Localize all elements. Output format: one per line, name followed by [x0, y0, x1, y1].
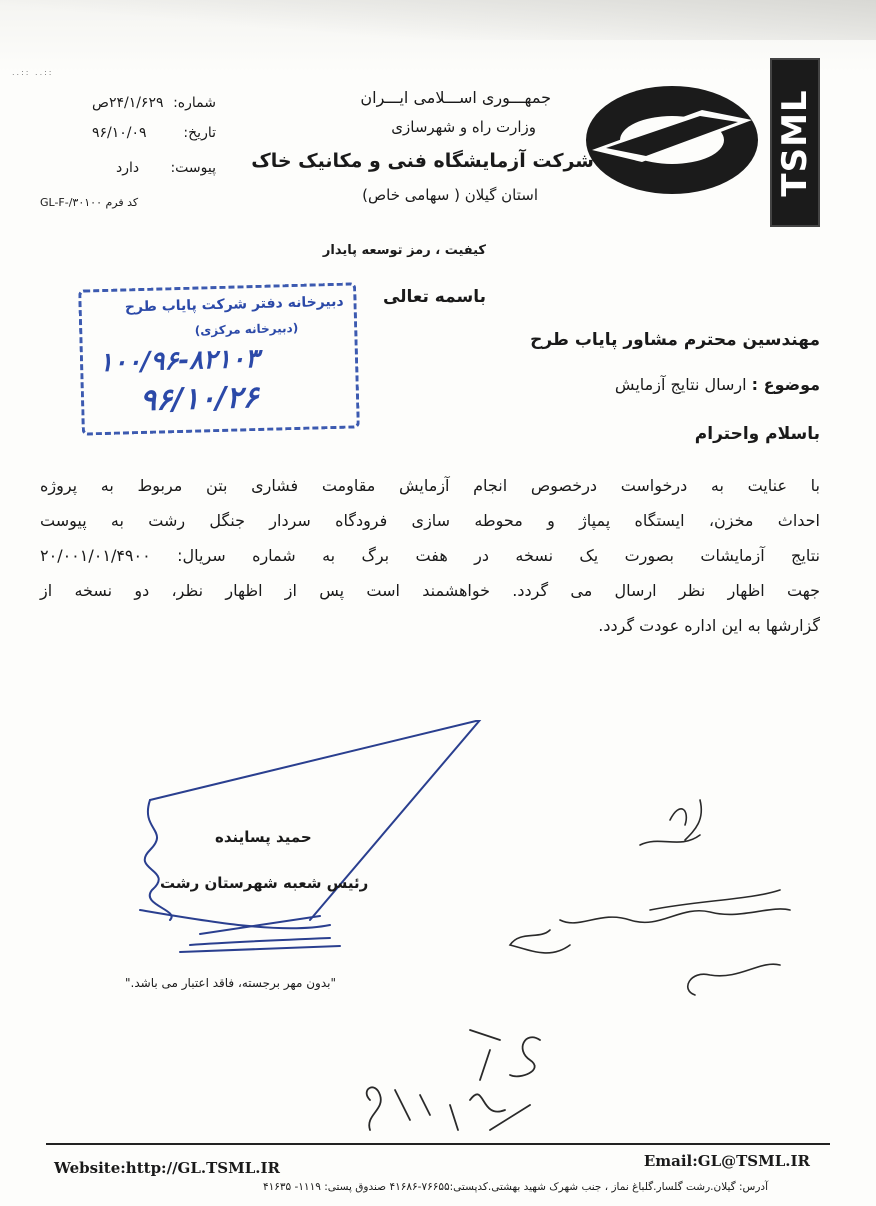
province-title: استان گیلان ( سهامی خاص)	[362, 186, 538, 204]
stamp-number: ۱۰۰/۹۶-۸۲۱۰۳	[98, 343, 260, 379]
signer-name: حمید پساینده	[215, 828, 312, 846]
number-value: ۲۴/۱/۶۲۹ص	[92, 95, 164, 111]
attachment-label: پیوست:	[170, 160, 216, 176]
corner-mark: ..:: ..::	[12, 68, 54, 77]
scan-shadow	[0, 0, 876, 40]
footer-rule	[46, 1143, 830, 1145]
slogan: کیفیت ، رمز توسعه پایدار	[322, 243, 486, 258]
received-stamp	[78, 282, 360, 435]
validity-note: "بدون مهر برجسته، فاقد اعتبار می باشد."	[125, 976, 336, 990]
date-label: تاریخ:	[183, 125, 216, 141]
ministry-title: وزارت راه و شهرسازی	[391, 118, 536, 136]
website-link[interactable]: Website:http://GL.TSML.IR	[54, 1159, 280, 1177]
subject-line	[615, 375, 820, 394]
tsml-emblem-icon	[582, 80, 762, 200]
email-link[interactable]: Email:GL@TSML.IR	[643, 1152, 810, 1170]
signer-title: رئیس شعبه شهرستان رشت	[160, 874, 369, 892]
body-line: احداث مخزن، ایستگاه پمپاژ و محوطه سازی فرودگاه سردار جنگل رشت به پیوست	[40, 511, 820, 530]
stamp-date: ۹۶/۱۰/۲۶	[139, 379, 260, 419]
form-code: کد فرم GL-F-/۳۰۱۰۰	[40, 196, 139, 209]
body-line: نتایج آزمایشات بصورت یک نسخه در هفت برگ به شماره سریال: ۲۰/۰۰۱/۰۱/۴۹۰۰	[40, 546, 820, 565]
postal-address: آدرس: گیلان.رشت گلسار.گلباغ نماز ، جنب شهرک شهید بهشتی.کدپستی:۷۶۶۵۵-۴۱۶۸۶ صندوق پستی: ۱۱۱۹- ۴۱۶۳۵	[262, 1181, 768, 1193]
letter-body	[40, 468, 820, 643]
handwritten-note-icon	[500, 780, 830, 1020]
subject-label: موضوع :	[751, 375, 820, 394]
republic-title: جمهـــوری اســـلامی ایـــران	[360, 88, 551, 107]
subject-value: ارسال نتایج آزمایش	[614, 375, 747, 394]
tsml-logo	[770, 58, 820, 227]
logo-text: TSML	[775, 88, 815, 197]
date-value: ۹۶/۱۰/۰۹	[92, 125, 147, 141]
stamp-office: دبیرخانه دفتر شرکت پایاب طرح	[124, 293, 344, 316]
body-line: جهت اظهار نظر ارسال می گردد. خواهشمند است پس از اظهار نظر، دو نسخه از	[40, 581, 820, 600]
handwritten-date-icon	[340, 1020, 570, 1150]
attachment-value: دارد	[116, 160, 140, 176]
company-title: شرکت آزمایشگاه فنی و مکانیک خاک	[251, 150, 594, 172]
body-line: گزارشها به این اداره عودت گردد.	[598, 616, 820, 635]
stamp-secretariat: (دبیرخانه مرکزی)	[194, 320, 299, 338]
number-label: شماره:	[173, 95, 216, 111]
greeting: باسلام واحترام	[694, 424, 820, 444]
addressee: مهندسین محترم مشاور پایاب طرح	[530, 330, 820, 350]
body-line: با عنایت به درخواست درخصوص انجام آزمایش مقاومت فشاری بتن مربوط به پروژه	[40, 476, 820, 495]
invocation: باسمه تعالی	[382, 287, 486, 307]
